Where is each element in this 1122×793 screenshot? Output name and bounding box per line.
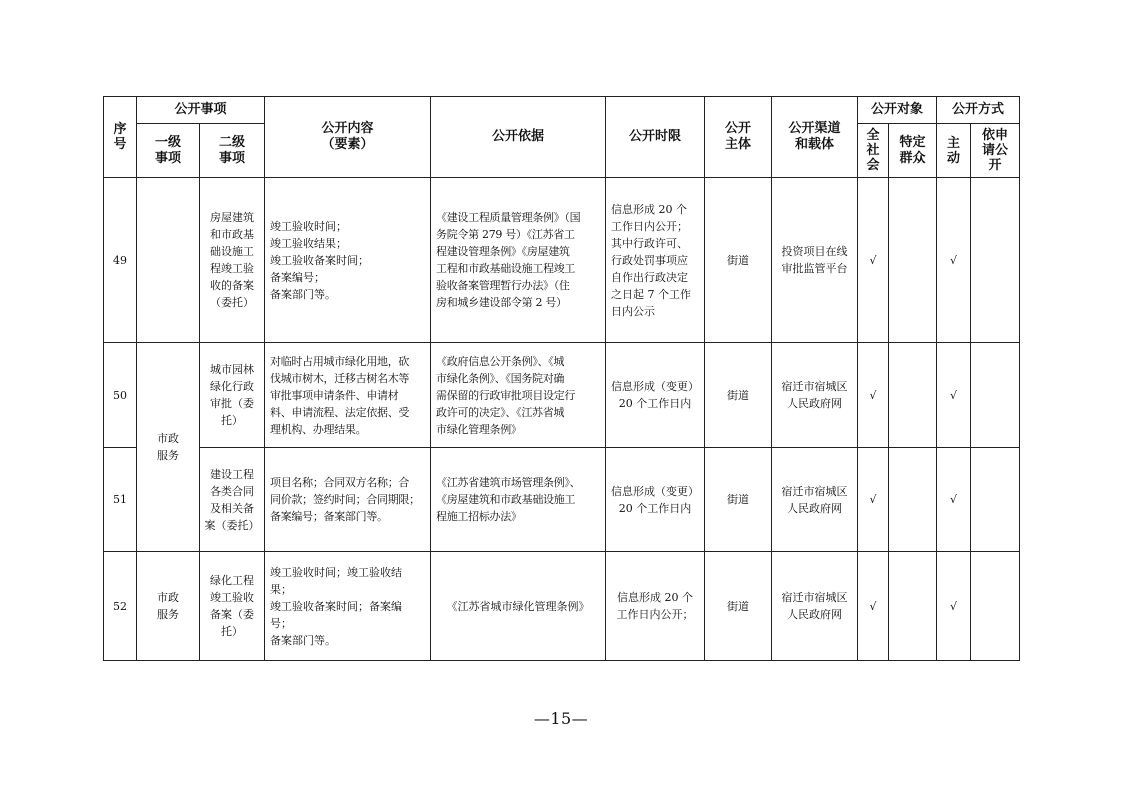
row-seq: 50 [104, 343, 137, 448]
row-mode-active-check: √ [937, 552, 971, 661]
header-basis: 公开依据 [431, 97, 606, 178]
table-row [104, 448, 1020, 552]
row-target-specific-check [889, 552, 937, 661]
disclosure-table [103, 96, 1020, 661]
header-mode-request: 依申 请公 开 [971, 124, 1020, 178]
row-mode-request-check [971, 178, 1020, 343]
row-target-all-check: √ [858, 178, 889, 343]
row-target-all-check: √ [858, 552, 889, 661]
page-number: —15— [533, 709, 589, 728]
row-target-specific-check [889, 178, 937, 343]
row-mode-request-check [971, 343, 1020, 448]
row-channel: 宿迁市宿城区 人民政府网 [772, 552, 858, 661]
row-mode-request-check [971, 448, 1020, 552]
header-target-group: 公开对象 [858, 97, 937, 124]
row-content: 对临时占用城市绿化用地，砍 伐城市树木，迁移古树名木等 审批事项申请条件、申请材 料、申请流程、法定依据、受 理机构、办理结果。 [265, 343, 431, 448]
header-level2: 二级 事项 [200, 124, 265, 178]
header-content: 公开内容 （要素） [265, 97, 431, 178]
row-subject: 街道 [705, 178, 772, 343]
row-content: 竣工验收时间； 竣工验收结果； 竣工验收备案时间； 备案编号； 备案部门等。 [265, 178, 431, 343]
header-seq: 序 号 [104, 97, 137, 178]
row-mode-active-check: √ [937, 343, 971, 448]
row-basis: 《政府信息公开条例》、《城 市绿化条例》、《国务院对确 需保留的行政审批项目设定行 政许可的决定》、《江苏省城 市绿化管理条例》 [431, 343, 606, 448]
row-seq: 52 [104, 552, 137, 661]
row-subject: 街道 [705, 552, 772, 661]
row-channel: 宿迁市宿城区 人民政府网 [772, 448, 858, 552]
table-row [104, 343, 1020, 448]
header-row-1 [104, 97, 1020, 124]
row-time-limit: 信息形成 20 个 工作日内公开； 其中行政许可、 行政处罚事项应 自作出行政决定 之日起 7 个工作 日内公示 [606, 178, 705, 343]
row-level1 [137, 178, 200, 343]
header-target-specific: 特定 群众 [889, 124, 937, 178]
row-content: 项目名称；合同双方名称；合 同价款；签约时间；合同期限； 备案编号；备案部门等。 [265, 448, 431, 552]
header-item-group: 公开事项 [137, 97, 265, 124]
row-mode-active-check: √ [937, 448, 971, 552]
row-level2: 房屋建筑 和市政基 础设施工 程竣工验 收的备案 （委托） [200, 178, 265, 343]
row-seq: 51 [104, 448, 137, 552]
header-target-all: 全 社 会 [858, 124, 889, 178]
header-time-limit: 公开时限 [606, 97, 705, 178]
row-basis: 《建设工程质量管理条例》（国 务院令第 279 号）《江苏省工 程建设管理条例》《房屋建筑 工程和市政基础设施工程竣工 验收备案管理暂行办法》（住 房和城乡建设部令第 2 号） [431, 178, 606, 343]
row-target-specific-check [889, 448, 937, 552]
row-level2: 绿化工程 竣工验收 备案（委 托） [200, 552, 265, 661]
header-mode-active: 主 动 [937, 124, 971, 178]
row-time-limit: 信息形成（变更） 20 个工作日内 [606, 448, 705, 552]
row-subject: 街道 [705, 343, 772, 448]
row-content: 竣工验收时间；竣工验收结 果； 竣工验收备案时间；备案编 号； 备案部门等。 [265, 552, 431, 661]
row-channel: 投资项目在线 审批监管平台 [772, 178, 858, 343]
row-channel: 宿迁市宿城区 人民政府网 [772, 343, 858, 448]
row-target-all-check: √ [858, 448, 889, 552]
header-mode-group: 公开方式 [937, 97, 1020, 124]
row-basis: 《江苏省城市绿化管理条例》 [431, 552, 606, 661]
row-time-limit: 信息形成（变更） 20 个工作日内 [606, 343, 705, 448]
header-channel: 公开渠道 和载体 [772, 97, 858, 178]
header-level1: 一级 事项 [137, 124, 200, 178]
row-level1: 市政 服务 [137, 343, 200, 552]
row-mode-active-check: √ [937, 178, 971, 343]
row-target-all-check: √ [858, 343, 889, 448]
row-target-specific-check [889, 343, 937, 448]
row-basis: 《江苏省建筑市场管理条例》、 《房屋建筑和市政基础设施工 程施工招标办法》 [431, 448, 606, 552]
row-seq: 49 [104, 178, 137, 343]
row-level2: 建设工程 各类合同 及相关备 案（委托） [200, 448, 265, 552]
table-row [104, 178, 1020, 343]
table-row [104, 552, 1020, 661]
row-mode-request-check [971, 552, 1020, 661]
header-subject: 公开 主体 [705, 97, 772, 178]
row-time-limit: 信息形成 20 个 工作日内公开； [606, 552, 705, 661]
row-subject: 街道 [705, 448, 772, 552]
row-level1: 市政 服务 [137, 552, 200, 661]
row-level2: 城市园林 绿化行政 审批（委 托） [200, 343, 265, 448]
